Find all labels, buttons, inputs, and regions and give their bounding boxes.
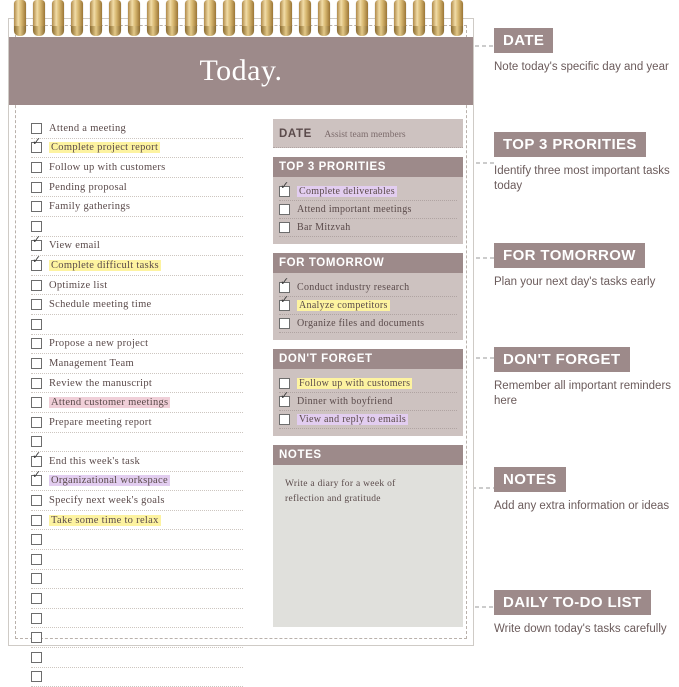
todo-row[interactable] (31, 217, 243, 237)
todo-row[interactable] (31, 628, 243, 648)
todo-row[interactable] (31, 295, 243, 315)
checkbox-icon[interactable] (31, 515, 42, 526)
checkbox-icon[interactable] (31, 358, 42, 369)
page-title: Today. (199, 54, 283, 87)
spiral-coil (451, 0, 463, 34)
todo-row[interactable] (31, 530, 243, 550)
spiral-coil (413, 0, 425, 34)
checkbox-icon[interactable] (31, 397, 42, 408)
section-row[interactable] (279, 183, 457, 201)
spiral-coil (14, 0, 26, 34)
annotation-text-for-tomorrow: Plan your next day's tasks early (494, 276, 656, 288)
checkbox-icon[interactable] (31, 123, 42, 134)
section-row[interactable] (279, 393, 457, 411)
section-for-tomorrow (273, 253, 463, 340)
annotation-notes (494, 467, 669, 514)
section-body-dont-forget (273, 369, 463, 436)
section-body-top-priorities (273, 177, 463, 244)
spiral-coil (261, 0, 273, 34)
todo-label: End this week's task (49, 455, 141, 467)
right-column (273, 119, 463, 636)
section-row[interactable] (279, 411, 457, 429)
checkbox-icon[interactable] (31, 378, 42, 389)
todo-row[interactable] (31, 374, 243, 394)
todo-row[interactable] (31, 393, 243, 413)
annotation-top-priorities (494, 132, 674, 194)
spiral-coil (166, 0, 178, 34)
annotation-text-dont-forget: Remember all important reminders here (494, 380, 672, 407)
annotation-text-daily-todo: Write down today's tasks carefully (494, 623, 667, 635)
spiral-coil (280, 0, 292, 34)
todo-row[interactable] (31, 315, 243, 335)
section-row[interactable] (279, 279, 457, 297)
annotation-date (494, 28, 669, 75)
spiral-coil (223, 0, 235, 34)
checkbox-icon[interactable] (31, 573, 42, 584)
todo-row[interactable] (31, 335, 243, 355)
spiral-coil (185, 0, 197, 34)
annotation-text-notes: Add any extra information or ideas (494, 500, 670, 512)
section-notes (273, 445, 463, 627)
section-row-label: Organize files and documents (297, 318, 425, 329)
todo-row[interactable] (31, 589, 243, 609)
section-row[interactable] (279, 201, 457, 219)
spiral-coil (90, 0, 102, 34)
spiral-coil (242, 0, 254, 34)
checkbox-icon[interactable] (31, 632, 42, 643)
checkbox-icon[interactable] (31, 240, 42, 251)
annotation-text-top-priorities: Identify three most important tasks today (494, 165, 670, 192)
todo-label: View email (49, 240, 101, 252)
spiral-binding (8, 0, 474, 36)
section-title-for-tomorrow: FOR TOMORROW (273, 253, 463, 273)
checkbox-icon[interactable] (31, 417, 42, 428)
todo-row[interactable] (31, 158, 243, 178)
section-top-priorities (273, 157, 463, 244)
checkbox-icon[interactable] (31, 671, 42, 682)
note-line: Write a diary for a week of (285, 479, 396, 489)
section-row[interactable] (279, 297, 457, 315)
todo-label: Propose a new project (49, 338, 149, 350)
todo-label: Complete difficult tasks (51, 259, 159, 271)
spiral-coil (147, 0, 159, 34)
annotation-badge-for-tomorrow: FOR TOMORROW (494, 243, 645, 268)
checkbox-icon[interactable] (31, 338, 42, 349)
spiral-coil (71, 0, 83, 34)
checkbox-icon[interactable] (279, 378, 290, 389)
todo-row[interactable] (31, 550, 243, 570)
spiral-coil (109, 0, 121, 34)
todo-label: Schedule meeting time (49, 299, 152, 311)
annotation-dont-forget (494, 347, 674, 409)
notepad (8, 18, 474, 646)
checkbox-icon[interactable] (31, 613, 42, 624)
spiral-coil (128, 0, 140, 34)
annotation-badge-daily-todo: DAILY TO-DO LIST (494, 590, 651, 615)
checkbox-icon[interactable] (31, 495, 42, 506)
checkbox-icon[interactable] (31, 593, 42, 604)
section-title-notes: NOTES (273, 445, 463, 465)
spiral-coil (299, 0, 311, 34)
annotation-badge-date: DATE (494, 28, 553, 53)
section-dont-forget (273, 349, 463, 436)
checkbox-icon[interactable] (279, 318, 290, 329)
todo-label: Review the manuscript (49, 377, 153, 389)
todo-row[interactable] (31, 511, 243, 531)
checkbox-icon[interactable] (31, 534, 42, 545)
spiral-coil (318, 0, 330, 34)
todo-row[interactable] (31, 433, 243, 453)
checkbox-icon[interactable] (31, 652, 42, 663)
checkbox-icon[interactable] (31, 221, 42, 232)
section-row[interactable] (279, 375, 457, 393)
spiral-coil (432, 0, 444, 34)
section-row-label: Attend important meetings (297, 204, 412, 215)
todo-row[interactable] (31, 413, 243, 433)
todo-label: Family gatherings (49, 201, 131, 213)
todo-label: Optimize list (49, 279, 108, 291)
checkbox-icon[interactable] (31, 299, 42, 310)
todo-label: Specify next week's goals (49, 495, 165, 507)
section-row-label: Follow up with customers (299, 378, 411, 389)
todo-row[interactable] (31, 119, 243, 139)
section-row-label: Analyze competitors (299, 300, 388, 311)
todo-label: Take some time to relax (51, 514, 159, 526)
checkbox-icon[interactable] (31, 554, 42, 565)
todo-row[interactable] (31, 237, 243, 257)
spiral-coil (33, 0, 45, 34)
date-field[interactable] (273, 119, 463, 148)
section-row-label: View and reply to emails (299, 414, 407, 425)
checkbox-icon[interactable] (31, 182, 42, 193)
todo-label: Attend a meeting (49, 122, 127, 134)
spiral-coil (337, 0, 349, 34)
todo-row[interactable] (31, 276, 243, 296)
notes-body[interactable] (273, 465, 463, 627)
checkbox-icon[interactable] (31, 162, 42, 173)
note-line: reflection and gratitude (285, 494, 381, 504)
date-label: DATE (279, 128, 312, 140)
todo-label: Complete project report (51, 142, 159, 154)
todo-row[interactable] (31, 609, 243, 629)
todo-row[interactable] (31, 491, 243, 511)
spiral-coil (394, 0, 406, 34)
checkbox-icon[interactable] (279, 222, 290, 233)
todo-label: Prepare meeting report (49, 416, 152, 428)
annotation-badge-dont-forget: DON'T FORGET (494, 347, 630, 372)
todo-row[interactable] (31, 178, 243, 198)
section-row-label: Dinner with boyfriend (297, 396, 393, 407)
checkbox-icon[interactable] (279, 186, 290, 197)
section-row[interactable] (279, 219, 457, 237)
todo-label: Follow up with customers (49, 161, 166, 173)
checkbox-icon[interactable] (31, 280, 42, 291)
spiral-coil (356, 0, 368, 34)
spiral-coil (204, 0, 216, 34)
checkbox-icon[interactable] (279, 396, 290, 407)
todo-label: Attend customer meetings (51, 397, 169, 409)
todo-label: Pending proposal (49, 181, 128, 193)
annotation-for-tomorrow (494, 243, 655, 290)
checkbox-icon[interactable] (279, 414, 290, 425)
annotation-text-date: Note today's specific day and year (494, 61, 669, 73)
checkbox-icon[interactable] (31, 436, 42, 447)
checkbox-icon[interactable] (279, 282, 290, 293)
checkbox-icon[interactable] (31, 475, 42, 486)
todo-row[interactable] (31, 570, 243, 590)
section-row[interactable] (279, 315, 457, 333)
section-body-for-tomorrow (273, 273, 463, 340)
section-row-label: Bar Mitzvah (297, 222, 351, 233)
checkbox-icon[interactable] (31, 201, 42, 212)
todo-row[interactable] (31, 354, 243, 374)
section-row-label: Conduct industry research (297, 282, 410, 293)
checkbox-icon[interactable] (279, 300, 290, 311)
annotation-daily-todo (494, 590, 667, 637)
todo-row[interactable] (31, 668, 243, 687)
todo-row[interactable] (31, 139, 243, 159)
todo-row[interactable] (31, 256, 243, 276)
section-row-label: Complete deliverables (299, 186, 395, 197)
checkbox-icon[interactable] (31, 142, 42, 153)
section-title-dont-forget: DON'T FORGET (273, 349, 463, 369)
todo-row[interactable] (31, 452, 243, 472)
todo-label: Management Team (49, 357, 134, 369)
section-title-top-priorities: TOP 3 PRORITIES (273, 157, 463, 177)
todo-row[interactable] (31, 197, 243, 217)
todo-label: Organizational workspace (51, 475, 168, 487)
checkbox-icon[interactable] (31, 260, 42, 271)
date-value: Assist team members (324, 130, 406, 140)
spiral-coil (375, 0, 387, 34)
annotation-badge-notes: NOTES (494, 467, 566, 492)
checkbox-icon[interactable] (31, 319, 42, 330)
todo-row[interactable] (31, 472, 243, 492)
todo-row[interactable] (31, 648, 243, 668)
daily-todo-list (31, 119, 243, 687)
annotation-badge-top-priorities: TOP 3 PRORITIES (494, 132, 646, 157)
checkbox-icon[interactable] (31, 456, 42, 467)
checkbox-icon[interactable] (279, 204, 290, 215)
spiral-coil (52, 0, 64, 34)
